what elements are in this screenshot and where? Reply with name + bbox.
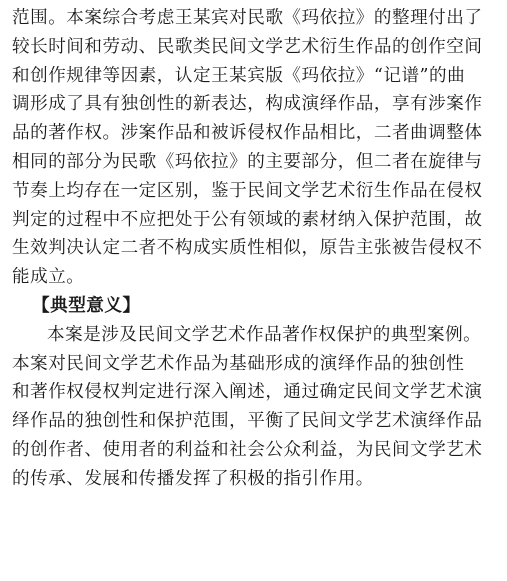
case-analysis-paragraph <box>12 4 498 292</box>
text-line: 能成立。 <box>12 267 85 288</box>
typical-significance-paragraph <box>12 321 498 494</box>
text-line: 较长时间和劳动、民歌类民间文学艺术衍生作品的创作空间 <box>12 36 483 57</box>
text-line: 节奏上均存在一定区别，鉴于民间文学艺术衍生作品在侵权 <box>12 180 483 201</box>
section-heading: 【典型意义】 <box>32 294 141 316</box>
text-line: 生效判决认定二者不构成实质性相似，原告主张被告侵权不 <box>12 238 483 259</box>
text-line: 判定的过程中不应把处于公有领域的素材纳入保护范围，故 <box>12 209 483 230</box>
text-line: 的创作者、使用者的利益和社会公众利益，为民间文学艺术 <box>12 439 483 460</box>
text-line: 品的著作权。涉案作品和被诉侵权作品相比，二者曲调整体 <box>12 123 483 144</box>
text-line: 绎作品的独创性和保护范围，平衡了民间文学艺术演绎作品 <box>12 411 483 432</box>
text-line: 和著作权侵权判定进行深入阐述，通过确定民间文学艺术演 <box>12 382 483 403</box>
document-page <box>12 4 498 494</box>
text-line: 的传承、发展和传播发挥了积极的指引作用。 <box>12 468 374 489</box>
text-line: 相同的部分为民歌《玛依拉》的主要部分，但二者在旋律与 <box>12 151 483 172</box>
text-line: 本案是涉及民间文学艺术作品著作权保护的典型案例。 <box>47 324 482 345</box>
text-line: 和创作规律等因素，认定王某宾版《玛依拉》“记谱”的曲 <box>12 65 466 86</box>
text-line: 本案对民间文学艺术作品为基础形成的演绎作品的独创性 <box>12 353 465 374</box>
text-line: 调形成了具有独创性的新表达，构成演绎作品，享有涉案作 <box>12 94 483 115</box>
text-line: 范围。本案综合考虑王某宾对民歌《玛依拉》的整理付出了 <box>12 8 483 28</box>
